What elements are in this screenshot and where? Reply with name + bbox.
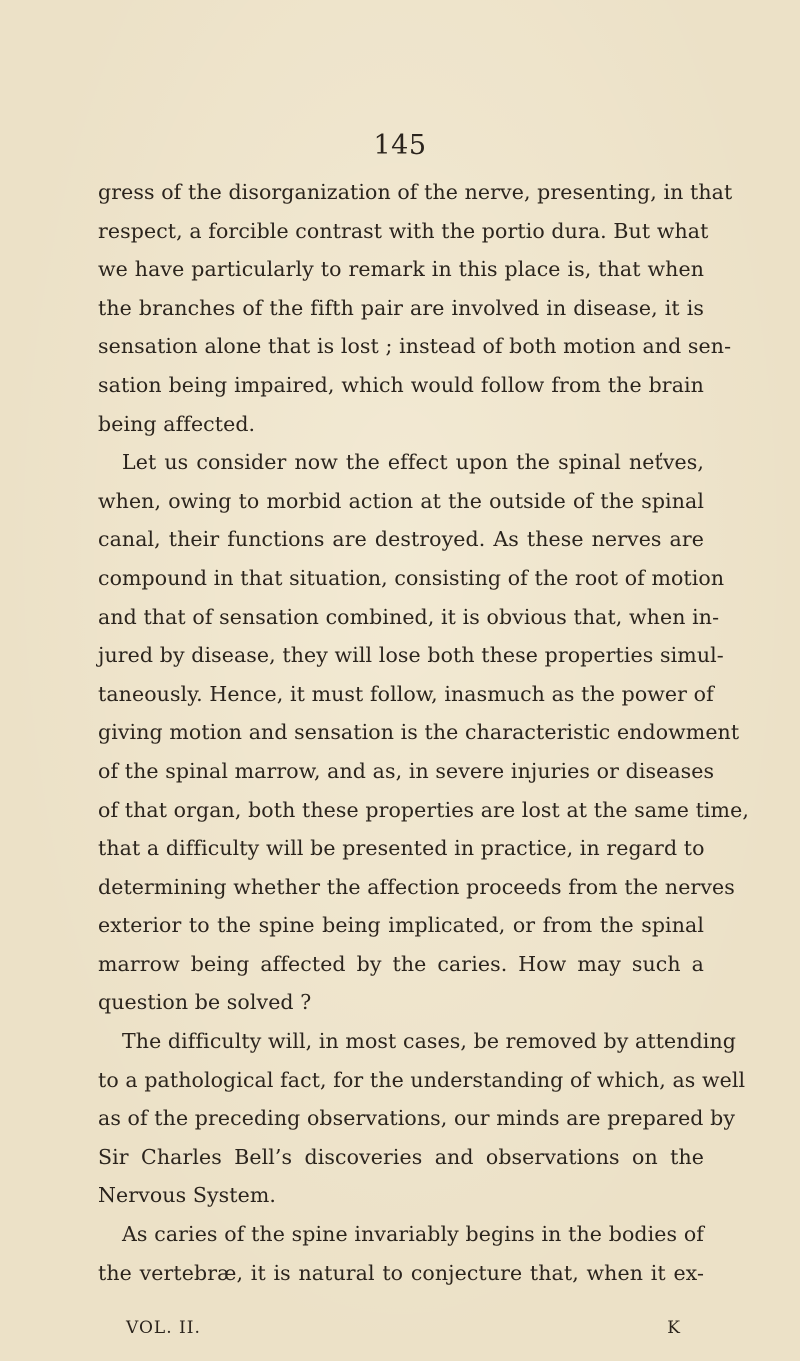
- text-line: sensation alone that is lost ; instead of both motion and sen-: [98, 334, 732, 359]
- text-line: to a pathological fact, for the understanding of which, as well: [98, 1067, 746, 1092]
- signature-mark: K: [667, 1318, 681, 1338]
- text-line: the vertebræ, it is natural to conjecture that, when it ex-: [98, 1260, 704, 1285]
- page-number: 145: [373, 130, 427, 161]
- text-line: determining whether the affection proceeds from the nerves: [98, 874, 735, 899]
- text-line: The difficulty will, in most cases, be removed by attending: [122, 1029, 736, 1054]
- text-line: jured by disease, they will lose both these properties simul-: [98, 643, 724, 668]
- text-line: taneously. Hence, it must follow, inasmuch as the power of: [98, 681, 714, 706]
- body-text: [98, 173, 749, 1292]
- text-line: the branches of the fifth pair are involved in disease, it is: [98, 295, 704, 320]
- text-line: that a difficulty will be presented in practice, in regard to: [98, 836, 705, 861]
- text-line: Nervous System.: [98, 1183, 277, 1208]
- text-line: compound in that situation, consisting of the root of motion: [98, 565, 725, 590]
- text-line: Sir Charles Bell’s discoveries and observations on the: [98, 1144, 704, 1169]
- text-line: question be solved ?: [98, 990, 312, 1015]
- text-line: when, owing to morbid action at the outside of the spinal: [98, 488, 704, 513]
- text-line: of that organ, both these properties are lost at the same time,: [98, 797, 749, 822]
- text-line: canal, their functions are destroyed. As these nerves are: [98, 527, 704, 552]
- text-line: Let us consider now the effect upon the spinal neťves,: [122, 450, 704, 475]
- text-line: of the spinal marrow, and as, in severe injuries or diseases: [98, 758, 715, 783]
- text-line: As caries of the spine invariably begins in the bodies of: [122, 1222, 704, 1247]
- text-line: and that of sensation combined, it is obvious that, when in-: [98, 604, 720, 629]
- text-line: marrow being affected by the caries. How may such a: [98, 951, 704, 976]
- text-line: gress of the disorganization of the nerve, presenting, in that: [98, 180, 733, 204]
- text-line: as of the preceding observations, our minds are prepared by: [98, 1106, 736, 1131]
- text-line: being affected.: [98, 411, 256, 436]
- volume-label: VOL. II.: [126, 1318, 201, 1338]
- text-line: exterior to the spine being implicated, or from the spinal: [98, 913, 704, 938]
- text-line: giving motion and sensation is the characteristic endowment: [98, 720, 740, 745]
- text-line: respect, a forcible contrast with the portio dura. But what: [98, 218, 709, 243]
- text-line: sation being impaired, which would follow from the brain: [98, 372, 704, 397]
- page-footer: [126, 1318, 681, 1338]
- text-line: we have particularly to remark in this place is, that when: [98, 257, 704, 282]
